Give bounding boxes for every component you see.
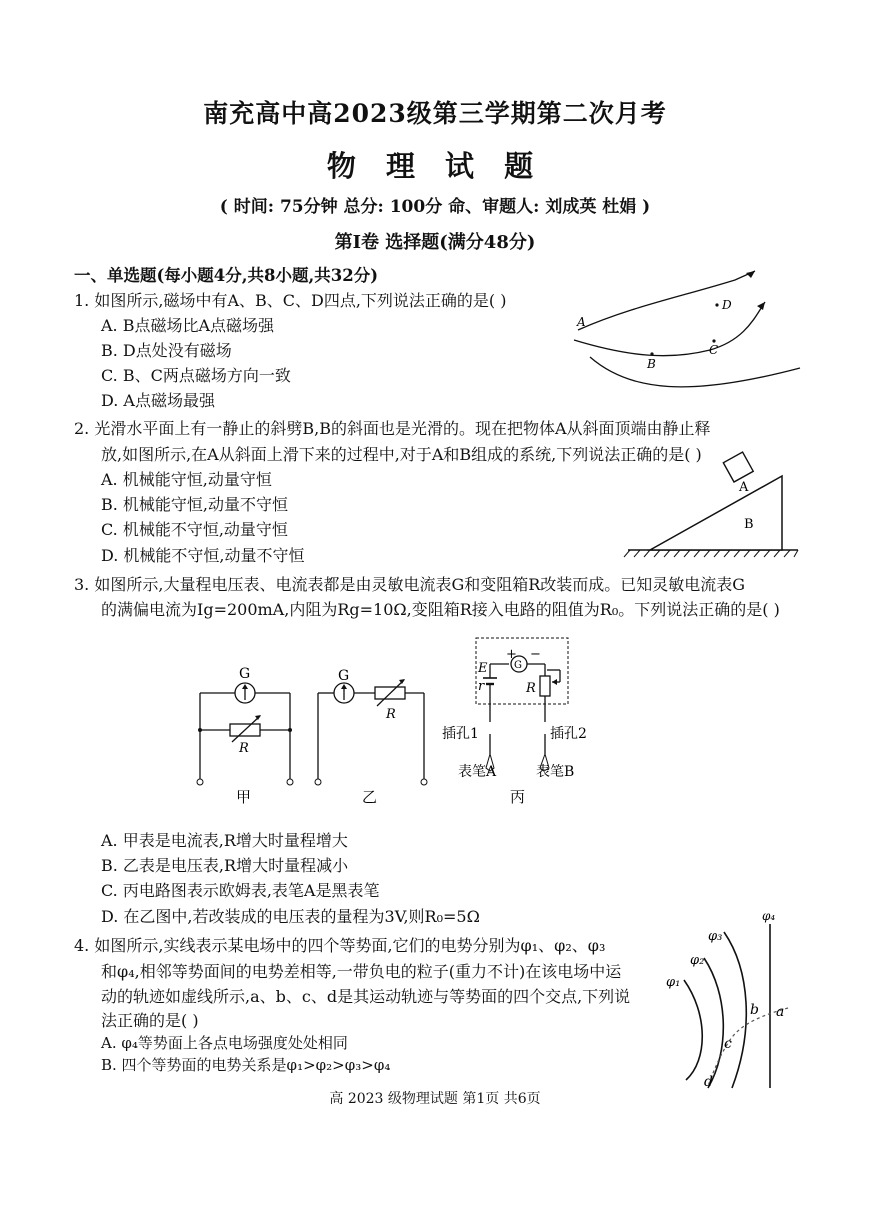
question-2-option-a: A. 机械能守恒,动量守恒	[101, 470, 272, 489]
question-1-option-a: A. B点磁场比A点磁场强	[101, 316, 275, 335]
yi-r-label: R	[386, 707, 396, 722]
yi-g-label: G	[338, 668, 350, 684]
question-3-option-a: A. 甲表是电流表,R增大时量程增大	[101, 831, 348, 850]
question-4-stem-line4: 法正确的是( )	[101, 1011, 199, 1030]
jia-r-label: R	[239, 741, 249, 756]
pen-b-label: 表笔B	[536, 764, 575, 780]
bing-label: 丙	[510, 788, 526, 806]
point-d-label: D	[722, 298, 732, 312]
question-1-option-c: C. B、C两点磁场方向一致	[101, 366, 291, 385]
point-d-label: d	[704, 1074, 713, 1090]
question-4-option-a: A. φ₄等势面上各点电场强度处处相同	[101, 1034, 348, 1052]
question-3-option-c: C. 丙电路图表示欧姆表,表笔A是黑表笔	[101, 881, 380, 900]
incline-figure	[622, 462, 802, 562]
bing-e-label: E	[478, 661, 488, 676]
bing-minus-label: −	[530, 647, 541, 662]
question-1-option-b: B. D点处没有磁场	[101, 341, 232, 360]
question-4-stem-line1: 4. 如图所示,实线表示某电场中的四个等势面,它们的电势分别为φ₁、φ₂、φ₃	[74, 936, 606, 955]
question-4-stem-line2: 和φ₄,相邻等势面间的电势差相等,一带负电的粒子(重力不计)在该电场中运	[101, 962, 622, 981]
question-4-stem-line3: 动的轨迹如虚线所示,a、b、c、d是其运动轨迹与等势面的四个交点,下列说	[101, 987, 631, 1006]
bing-r-small-label: r	[478, 679, 485, 694]
question-2-option-c: C. 机械能不守恒,动量守恒	[101, 520, 288, 539]
question-2-stem-line1: 2. 光滑水平面上有一静止的斜劈B,B的斜面也是光滑的。现在把物体A从斜面顶端由静止释	[74, 419, 711, 438]
point-a-label: a	[776, 1004, 785, 1020]
circuit-figures	[190, 630, 590, 810]
point-c-label: c	[724, 1036, 732, 1052]
equipotential-figure	[662, 910, 802, 1090]
bing-plus-label: +	[506, 647, 517, 662]
exam-title: 南充高中高2023级第三学期第二次月考	[203, 99, 667, 128]
question-1-stem: 1. 如图所示,磁场中有A、B、C、D四点,下列说法正确的是( )	[74, 291, 507, 310]
part-title: 第Ⅰ卷 选择题(满分48分)	[334, 232, 536, 253]
jack-2-label: 插孔2	[550, 726, 587, 742]
phi4-label: φ₄	[762, 909, 776, 923]
subject-title: 物 理 试 题	[326, 149, 544, 183]
pen-a-label: 表笔A	[458, 764, 497, 780]
phi3-label: φ₃	[708, 929, 723, 944]
magnetic-field-figure	[560, 262, 805, 402]
bing-r-label: R	[526, 681, 536, 696]
question-1-option-d: D. A点磁场最强	[101, 391, 215, 410]
bing-g-label: G	[514, 660, 522, 671]
exam-meta: ( 时间: 75分钟 总分: 100分 命、审题人: 刘成英 杜娟 )	[219, 197, 651, 217]
section-title: 一、单选题(每小题4分,共8小题,共32分)	[74, 266, 379, 285]
jia-g-label: G	[239, 666, 251, 682]
point-b-label: B	[647, 357, 656, 371]
yi-label: 乙	[362, 788, 378, 806]
question-2-option-b: B. 机械能守恒,动量不守恒	[101, 495, 289, 514]
phi1-label: φ₁	[666, 975, 681, 990]
question-3-option-b: B. 乙表是电压表,R增大时量程减小	[101, 856, 349, 875]
page-footer: 高 2023 级物理试题 第1页 共6页	[329, 1091, 541, 1107]
question-2-option-d: D. 机械能不守恒,动量不守恒	[101, 546, 305, 565]
jia-label: 甲	[236, 788, 252, 806]
question-2-stem-line2: 放,如图所示,在A从斜面上滑下来的过程中,对于A和B组成的系统,下列说法正确的是( )	[101, 445, 702, 464]
phi2-label: φ₂	[690, 953, 705, 968]
block-a-label: A	[739, 480, 749, 495]
question-3-stem-line2: 的满偏电流为Ig=200mA,内阻为Rg=10Ω,变阻箱R接入电路的阻值为R₀。下列说法正确的是( )	[101, 600, 780, 619]
question-3-option-d: D. 在乙图中,若改装成的电压表的量程为3V,则R₀=5Ω	[101, 907, 480, 926]
wedge-b-label: B	[744, 517, 754, 532]
jack-1-label: 插孔1	[442, 726, 479, 742]
question-3-stem-line1: 3. 如图所示,大量程电压表、电流表都是由灵敏电流表G和变阻箱R改装而成。已知灵敏电流表G	[74, 575, 746, 594]
point-b-label: b	[750, 1002, 759, 1018]
point-c-label: C	[709, 343, 719, 357]
point-a-label: A	[577, 315, 586, 329]
question-4-option-b: B. 四个等势面的电势关系是φ₁>φ₂>φ₃>φ₄	[101, 1056, 391, 1074]
